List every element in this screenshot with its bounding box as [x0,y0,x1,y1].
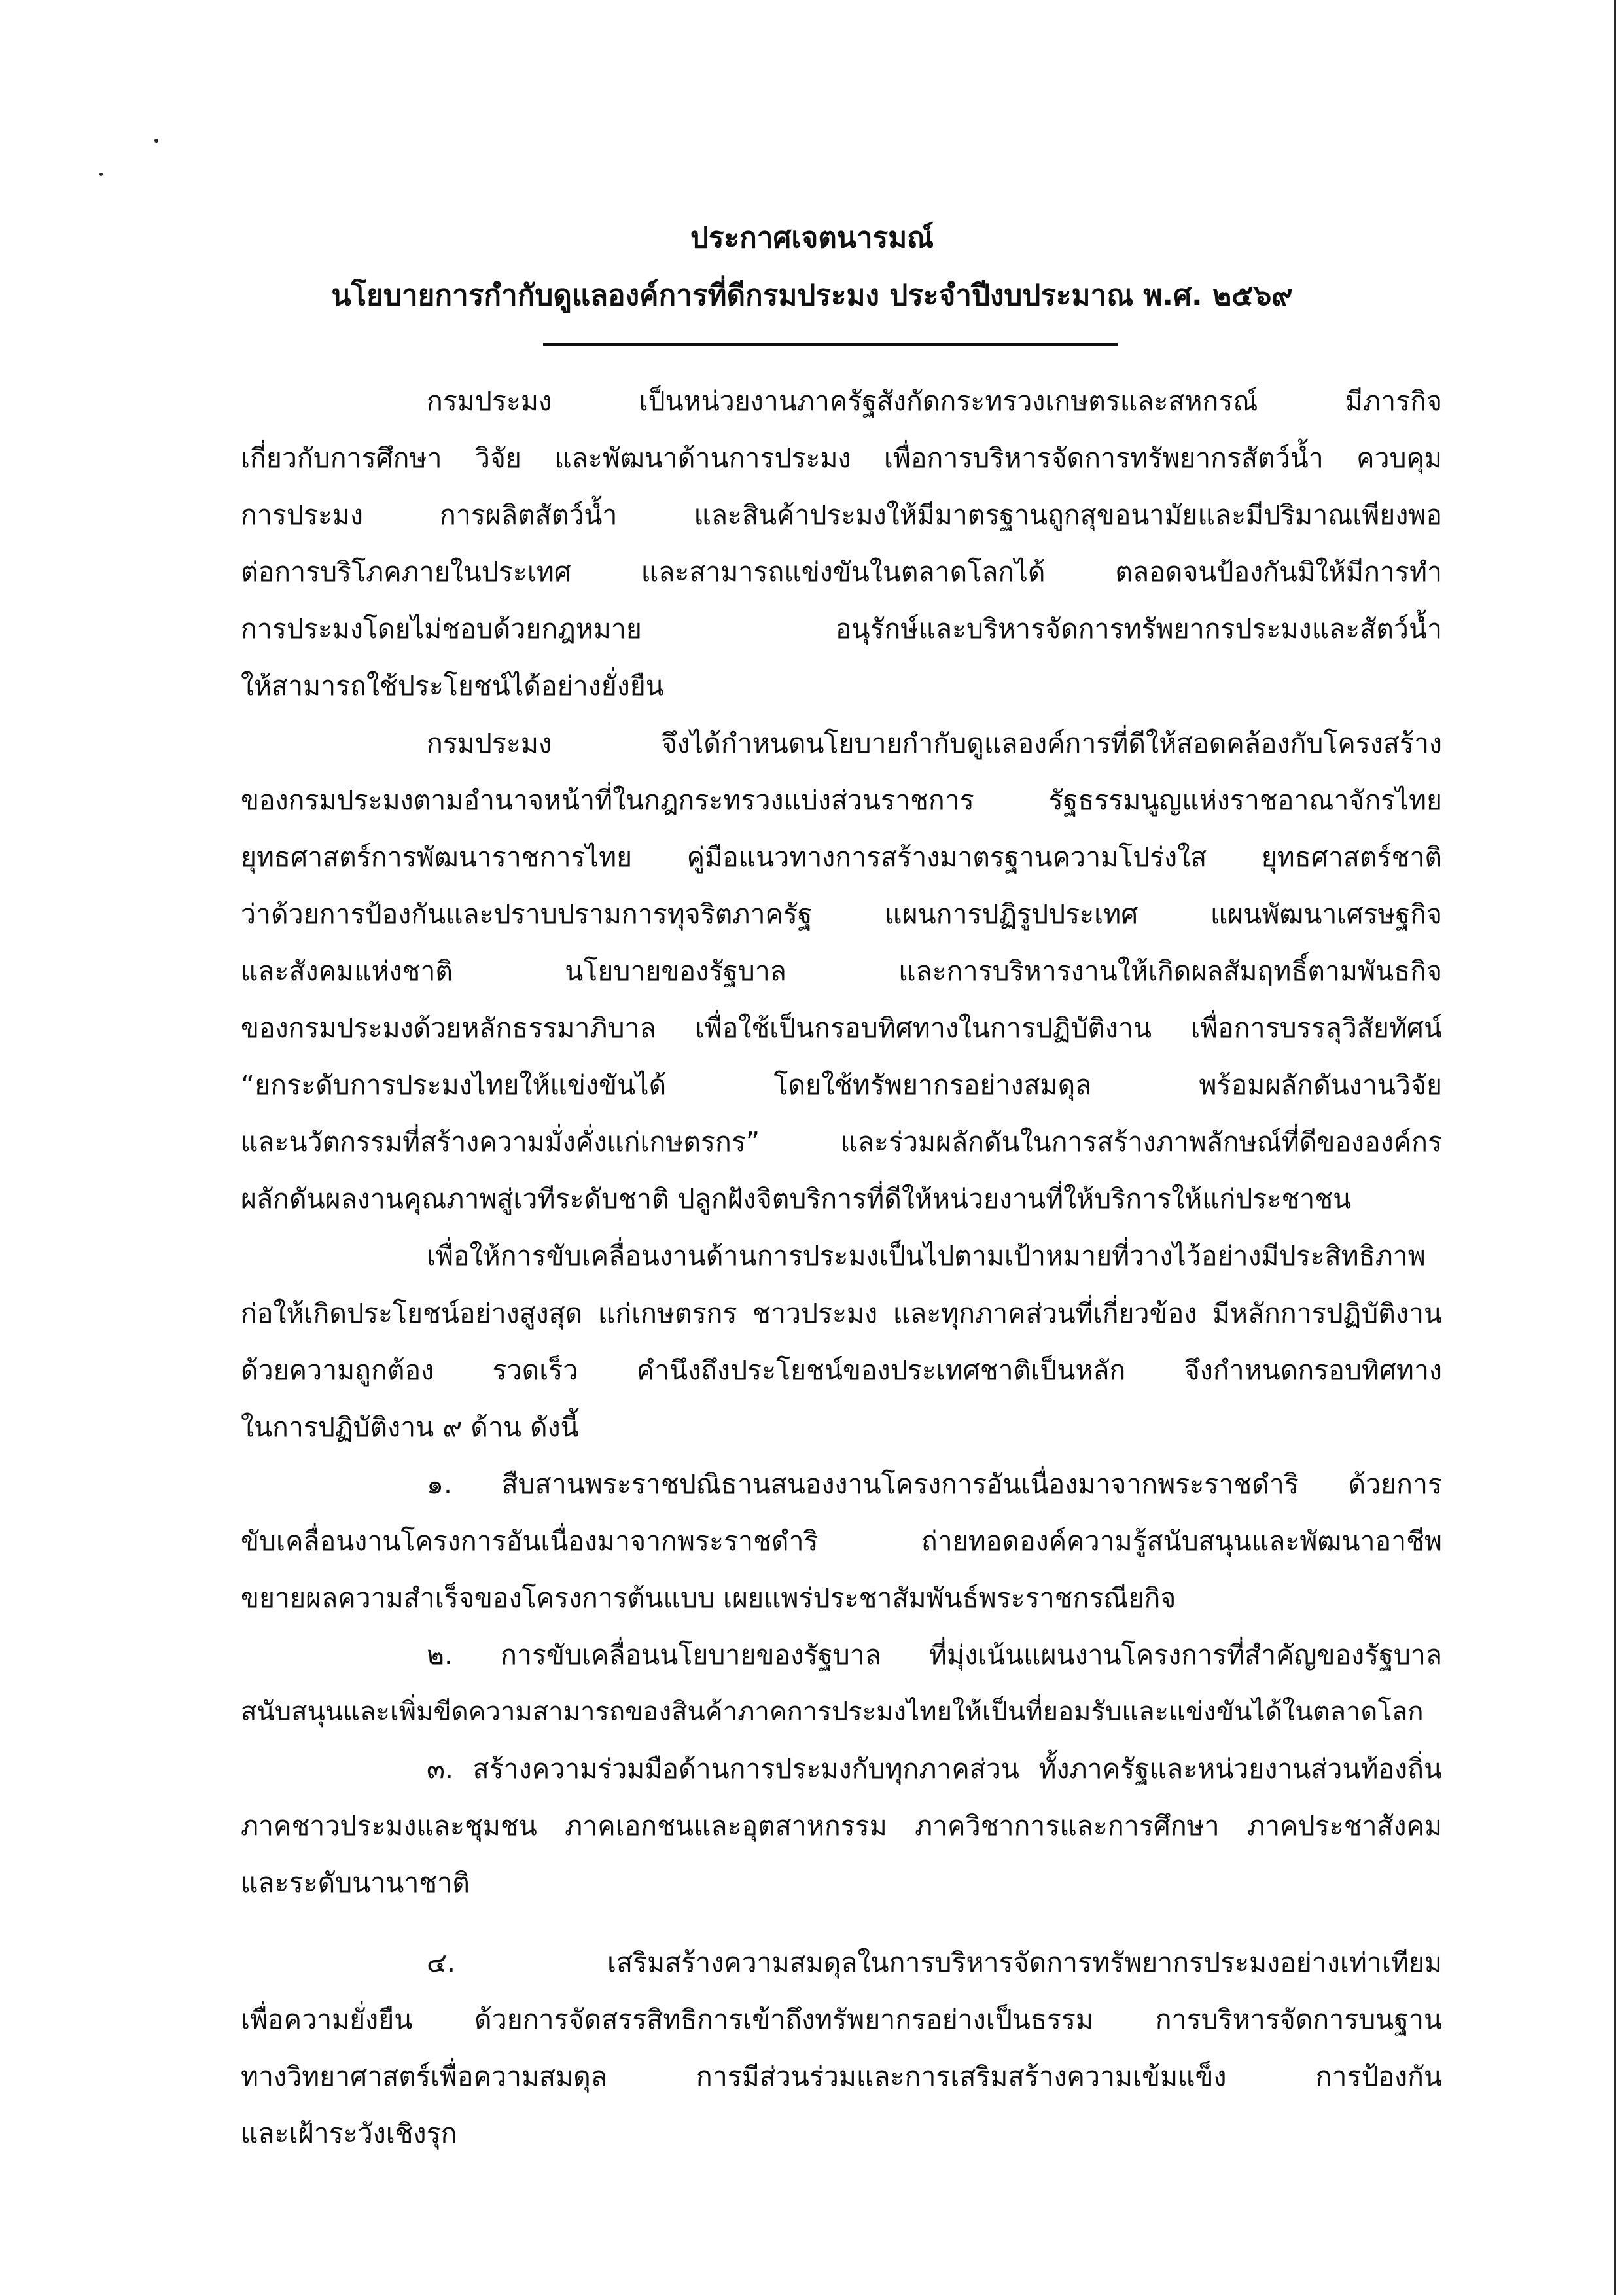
paragraph-line: การประมงโดยไม่ชอบด้วยกฎหมาย อนุรักษ์และบริหารจัดการทรัพยากรประมงและสัตว์น้ำ [241,613,1442,645]
paragraph-line: เกี่ยวกับการศึกษา วิจัย และพัฒนาด้านการประมง เพื่อการบริหารจัดการทรัพยากรสัตว์น้ำ ควบคุม [241,442,1442,474]
paragraph [241,715,1442,1228]
scan-edge-line [1614,0,1616,2295]
document-subtitle: นโยบายการกำกับดูแลองค์การที่ดีกรมประมง ประจำปีงบประมาณ พ.ศ. ๒๕๖๙ [331,279,1293,312]
document-body [241,373,1442,2162]
document-title: ประกาศเจตนารมณ์ [690,221,934,255]
paragraph-line: และนวัตกรรมที่สร้างความมั่งคั่งแก่เกษตรกร” และร่วมผลักดันในการสร้างภาพลักษณ์ที่ดีขององค์กร [241,1126,1442,1158]
title-underline [543,343,1118,346]
paragraph-line: การประมง การผลิตสัตว์น้ำ และสินค้าประมงให้มีมาตรฐานถูกสุขอนามัยและมีปริมาณเพียงพอ [241,499,1442,531]
paragraph-line: ด้วยความถูกต้อง รวดเร็ว คำนึงถึงประโยชน์ของประเทศชาติเป็นหลัก จึงกำหนดกรอบทิศทาง [241,1354,1442,1386]
paragraph-line: ๒. การขับเคลื่อนนโยบายของรัฐบาล ที่มุ่งเน้นแผนงานโครงการที่สำคัญของรัฐบาล [427,1639,1442,1671]
paragraph-line: ขับเคลื่อนงานโครงการอันเนื่องมาจากพระราชดำริ ถ่ายทอดองค์ความรู้สนับสนุนและพัฒนาอาชีพ [241,1525,1442,1557]
paragraph-line: “ยกระดับการประมงไทยให้แข่งขันได้ โดยใช้ทรัพยากรอย่างสมดุล พร้อมผลักดันงานวิจัย [241,1069,1442,1101]
paragraph-line: และสังคมแห่งชาติ นโยบายของรัฐบาล และการบริหารงานให้เกิดผลสัมฤทธิ์ตามพันธกิจ [241,955,1442,987]
paragraph-line: ก่อให้เกิดประโยชน์อย่างสูงสุด แก่เกษตรกร ชาวประมง และทุกภาคส่วนที่เกี่ยวข้อง มีหลักการปฏิบัติงาน [241,1297,1442,1329]
paragraph-line: ในการปฏิบัติงาน ๙ ด้าน ดังนี้ [241,1411,579,1443]
paragraph-gap [241,1912,1442,1934]
paragraph-line: และเฝ้าระวังเชิงรุก [241,2117,457,2149]
paragraph-line: ๓. สร้างความร่วมมือด้านการประมงกับทุกภาคส่วน ทั้งภาครัฐและหน่วยงานส่วนท้องถิ่น [427,1753,1442,1785]
paragraph [241,373,1442,715]
paragraph-line: ต่อการบริโภคภายในประเทศ และสามารถแข่งขันในตลาดโลกได้ ตลอดจนป้องกันมิให้มีการทำ [241,556,1442,588]
paragraph-line: และระดับนานาชาติ [241,1867,470,1899]
paragraph-line: ภาคชาวประมงและชุมชน ภาคเอกชนและอุตสาหกรรม ภาควิชาการและการศึกษา ภาคประชาสังคม [241,1810,1442,1842]
paragraph-line: เพื่อความยั่งยืน ด้วยการจัดสรรสิทธิการเข้าถึงทรัพยากรอย่างเป็นธรรม การบริหารจัดการบนฐาน [241,2003,1442,2035]
paragraph-line: ผลักดันผลงานคุณภาพสู่เวทีระดับชาติ ปลูกฝังจิตบริการที่ดีให้หน่วยงานที่ให้บริการให้แก่ประชาชน [241,1183,1352,1215]
paragraph-line: ยุทธศาสตร์การพัฒนาราชการไทย คู่มือแนวทางการสร้างมาตรฐานความโปร่งใส ยุทธศาสตร์ชาติ [241,841,1442,873]
paragraph-line: ทางวิทยาศาสตร์เพื่อความสมดุล การมีส่วนร่วมและการเสริมสร้างความเข้มแข็ง การป้องกัน [241,2060,1442,2092]
list-item [241,1456,1442,1627]
paragraph-line: กรมประมง จึงได้กำหนดนโยบายกำกับดูแลองค์การที่ดีให้สอดคล้องกับโครงสร้าง [427,727,1442,759]
paragraph-line: ให้สามารถใช้ประโยชน์ได้อย่างยั่งยืน [241,670,664,702]
paragraph-line: ของกรมประมงด้วยหลักธรรมาภิบาล เพื่อใช้เป็นกรอบทิศทางในการปฏิบัติงาน เพื่อการบรรลุวิสัยทัศน์ [241,1012,1442,1044]
paragraph-line: สนับสนุนและเพิ่มขีดความสามารถของสินค้าภาคการประมงไทยให้เป็นที่ยอมรับและแข่งขันได้ในตลาดโลก [241,1697,1424,1728]
paragraph [241,1228,1442,1455]
paragraph-line: ขยายผลความสำเร็จของโครงการต้นแบบ เผยแพร่ประชาสัมพันธ์พระราชกรณียกิจ [241,1582,1176,1614]
paragraph-line: ๔. เสริมสร้างความสมดุลในการบริหารจัดการทรัพยากรประมงอย่างเท่าเทียม [427,1946,1442,1978]
paragraph-line: กรมประมง เป็นหน่วยงานภาครัฐสังกัดกระทรวงเกษตรและสหกรณ์ มีภารกิจ [427,385,1442,417]
list-item [241,1741,1442,1912]
paragraph-line: ๑. สืบสานพระราชปณิธานสนองงานโครงการอันเนื่องมาจากพระราชดำริ ด้วยการ [427,1468,1442,1500]
paragraph-line: เพื่อให้การขับเคลื่อนงานด้านการประมงเป็นไปตามเป้าหมายที่วางไว้อย่างมีประสิทธิภาพ [427,1240,1426,1272]
list-item [241,1627,1442,1741]
scan-speck [99,173,103,176]
list-item [241,1934,1442,2162]
scan-speck [154,139,158,143]
paragraph-line: ของกรมประมงตามอำนาจหน้าที่ในกฎกระทรวงแบ่งส่วนราชการ รัฐธรรมนูญแห่งราชอาณาจักรไทย [241,784,1442,816]
paragraph-line: ว่าด้วยการป้องกันและปราบปรามการทุจริตภาครัฐ แผนการปฏิรูปประเทศ แผนพัฒนาเศรษฐกิจ [241,898,1442,930]
